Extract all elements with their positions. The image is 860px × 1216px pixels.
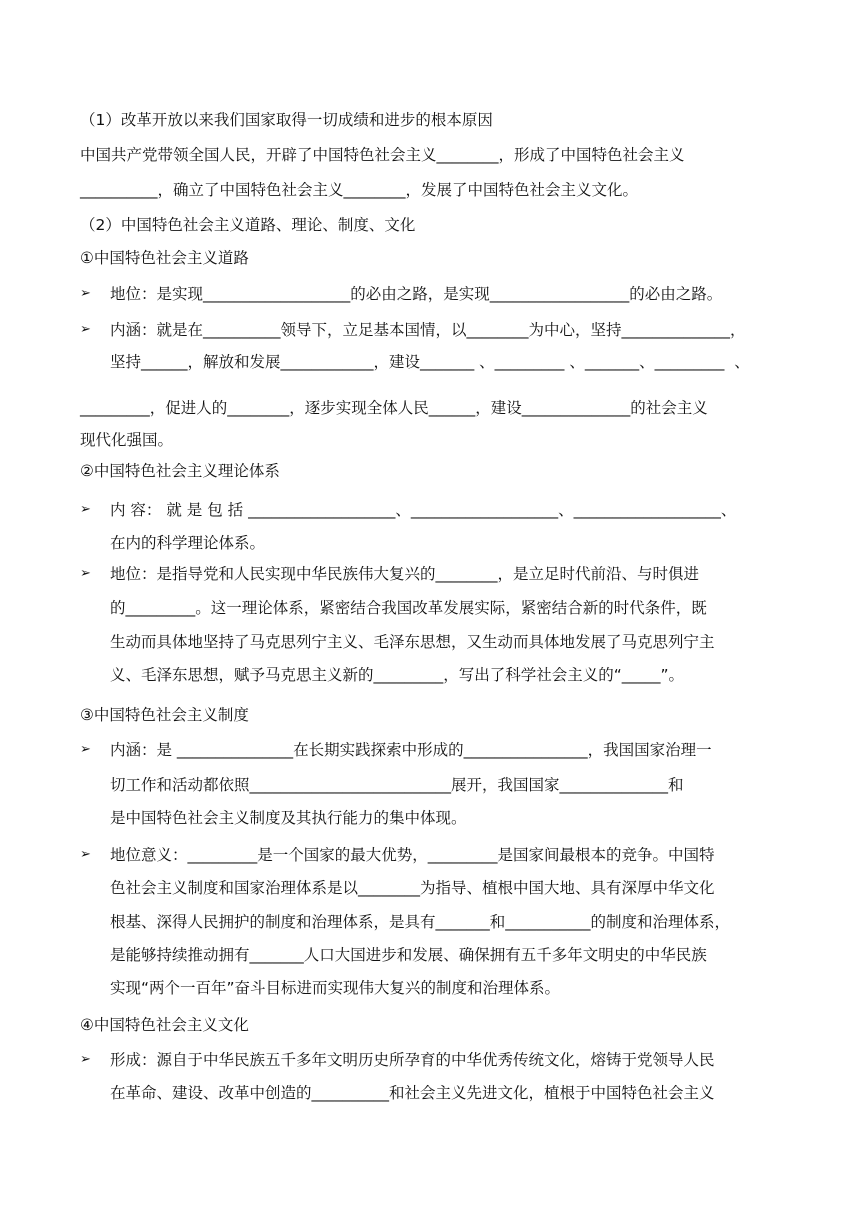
line-20: 切工作和活动都依照__________________________展开，我国国家______________和 — [110, 776, 684, 794]
line-19: 内涵：是 _______________在长期实践探索中形成的________________，我国国家治理一 — [110, 741, 712, 759]
bullet-arrow-icon: ➢ — [80, 1052, 91, 1067]
bullet-arrow-icon: ➢ — [80, 742, 91, 757]
line-23: 色社会主义制度和国家治理体系是以________为指导、植根中国大地、具有深厚中华文化 — [110, 879, 715, 897]
line-10: 现代化强国。 — [80, 431, 174, 449]
line-4: （2）中国特色社会主义道路、理论、制度、文化 — [80, 216, 416, 234]
line-24: 根基、深得人民拥护的制度和治理体系，是具有_______和___________的制度和治理体系， — [110, 913, 731, 931]
bullet-arrow-icon: ➢ — [80, 566, 91, 581]
line-29: 在革命、建设、改革中创造的__________和社会主义先进文化，植根于中国特色社会主义 — [110, 1084, 715, 1102]
line-2: 中国共产党带领全国人民，开辟了中国特色社会主义________，形成了中国特色社会主义 — [80, 146, 685, 164]
line-7: 内涵：就是在__________领导下，立足基本国情，以________为中心，坚持______________， — [110, 321, 746, 339]
line-13: 在内的科学理论体系。 — [110, 534, 266, 552]
line-26: 实现“两个一百年”奋斗目标进而实现伟大复兴的制度和治理体系。 — [110, 979, 561, 997]
line-11: ②中国特色社会主义理论体系 — [80, 462, 280, 480]
bullet-arrow-icon: ➢ — [80, 322, 91, 337]
line-22: 地位意义：_________是一个国家的最大优势，_________是国家间最根本的竞争。中国特 — [110, 846, 715, 864]
line-17: 义、毛泽东思想，赋予马克思主义新的_________，写出了科学社会主义的“_____”。 — [110, 666, 685, 684]
line-9: _________，促进人的________，逐步实现全体人民______，建设______________的社会主义 — [80, 399, 708, 417]
line-14: 地位：是指导党和人民实现中华民族伟大复兴的________，是立足时代前沿、与时俱进 — [110, 565, 700, 583]
line-1: （1）改革开放以来我们国家取得一切成绩和进步的根本原因 — [80, 111, 493, 129]
line-25: 是能够持续推动拥有_______人口大国进步和发展、确保拥有五千多年文明史的中华民族 — [110, 946, 707, 964]
line-12: 内 容： 就 是 包 括 ___________________、___________________、___________________、 — [110, 501, 737, 519]
line-28: 形成：源自于中华民族五千多年文明历史所孕育的中华优秀传统文化，熔铸于党领导人民 — [110, 1051, 715, 1069]
line-27: ④中国特色社会主义文化 — [80, 1016, 249, 1034]
line-8: 坚持______，解放和发展____________，建设_______ 、_________ 、_______、_________ 、 — [110, 353, 750, 371]
bullet-arrow-icon: ➢ — [80, 502, 91, 517]
line-6: 地位：是实现___________________的必由之路，是实现__________________的必由之路。 — [110, 285, 723, 303]
bullet-arrow-icon: ➢ — [80, 847, 91, 862]
line-3: __________，确立了中国特色社会主义________，发展了中国特色社会主义文化。 — [80, 181, 639, 199]
line-16: 生动而具体地坚持了马克思列宁主义、毛泽东思想，又生动而具体地发展了马克思列宁主 — [110, 633, 715, 651]
line-21: 是中国特色社会主义制度及其执行能力的集中体现。 — [110, 809, 467, 827]
line-15: 的_________。这一理论体系，紧密结合我国改革发展实际，紧密结合新的时代条件，既 — [110, 599, 707, 617]
bullet-arrow-icon: ➢ — [80, 286, 91, 301]
line-18: ③中国特色社会主义制度 — [80, 706, 249, 724]
line-5: ①中国特色社会主义道路 — [80, 249, 249, 267]
